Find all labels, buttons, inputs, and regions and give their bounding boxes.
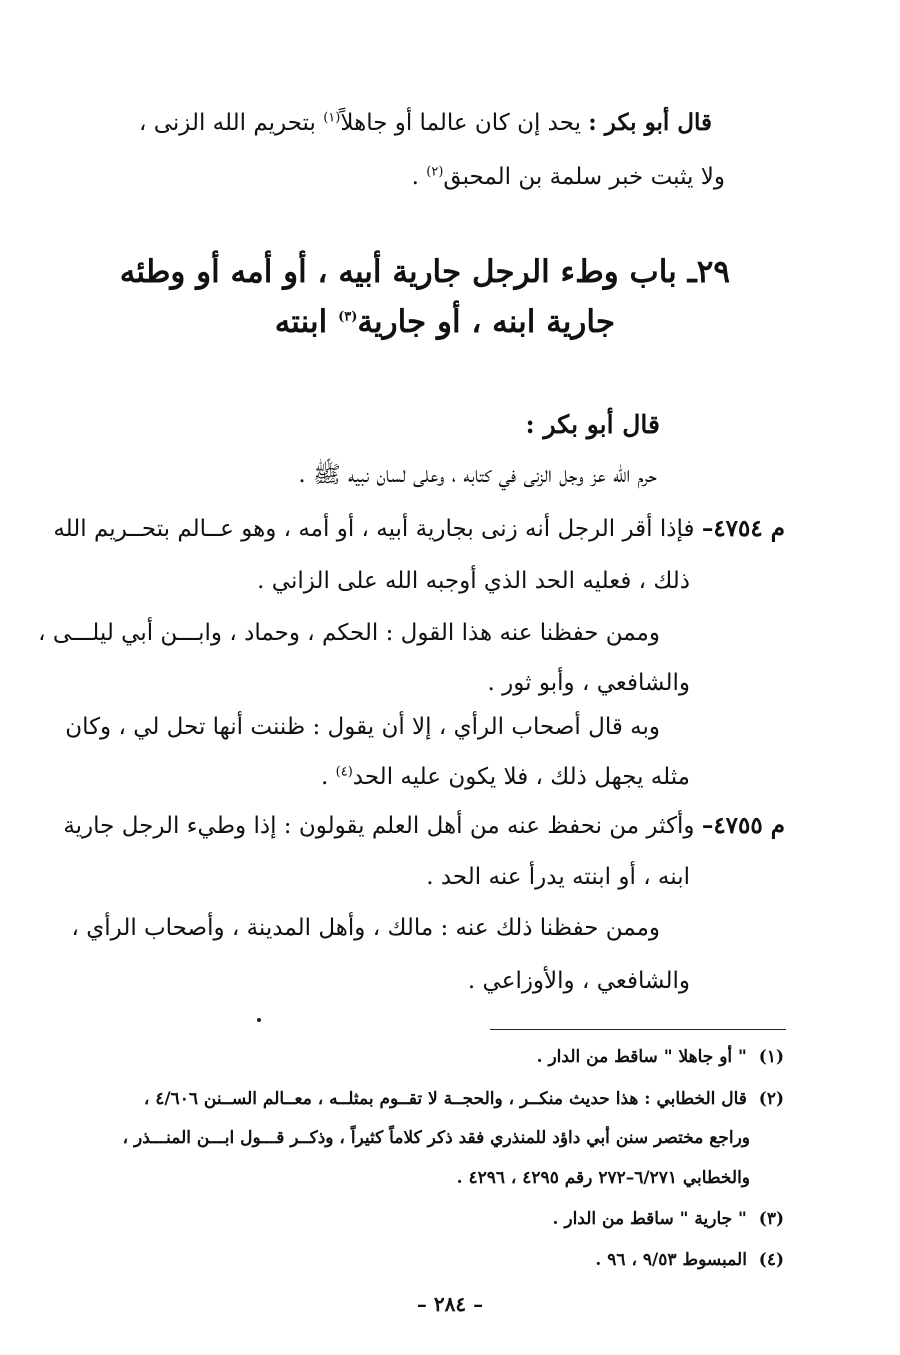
- footnote-2-line-3: والخطابي ٦/٢٧١–٢٧٢ رقم ٤٢٩٥ ، ٤٢٩٦ .: [456, 1168, 750, 1188]
- chapter-heading-line-2: [275, 300, 615, 344]
- paragraph-3-line-2: والشافعي ، وأبو ثور .: [487, 670, 690, 696]
- paragraph-4-line-2: [321, 762, 690, 792]
- masalah-4755-number: م ٤٧٥٥–: [701, 812, 785, 839]
- top-line-1: [139, 108, 712, 138]
- footnote-ref-1: (١): [323, 110, 341, 126]
- top-line-1-tail: بتحريم الله الزنى ،: [138, 110, 316, 136]
- paragraph-1: حرم الله عز وجل الزنى في كتابه ، وعلى لسان نبيه ﷺ .: [298, 462, 657, 488]
- masalah-4755-text: وأكثر من نحفظ عنه من أهل العلم يقولون : إذا وطيء الرجل جارية: [63, 813, 695, 839]
- footnote-4-text: المبسوط ٩/٥٣ ، ٩٦ .: [595, 1250, 747, 1270]
- top-line-1-text: يحد إن كان عالما أو جاهلاً: [340, 110, 581, 136]
- body-speaker: قال أبو بكر :: [525, 410, 660, 439]
- footnote-2-line-2: وراجع مختصر سنن أبي داؤد للمنذري فقد ذكر كلاماً كثيراً ، وذكــر قـــول ابـــن المنـــذر ،: [122, 1128, 750, 1148]
- footnote-2-line-1: [144, 1087, 784, 1111]
- footnote-separator: [490, 1029, 786, 1030]
- chapter-heading-part-b: ابنته: [274, 304, 328, 340]
- paragraph-3-line-1: وممن حفظنا عنه هذا القول : الحكم ، وحماد ، وابـــن أبي ليلـــى ،: [38, 620, 660, 646]
- paragraph-6-line-1: وممن حفظنا ذلك عنه : مالك ، وأهل المدينة ، وأصحاب الرأي ،: [71, 915, 660, 941]
- masalah-4754-number: م ٤٧٥٤–: [701, 515, 785, 542]
- top-line-2-text: ولا يثبت خبر سلمة بن المحبق: [443, 164, 725, 190]
- stray-dot: [257, 1018, 261, 1022]
- footnote-3-number: (٣): [758, 1209, 784, 1229]
- masalah-4754-line-2: ذلك ، فعليه الحد الذي أوجبه الله على الزاني .: [257, 568, 690, 594]
- footnote-ref-3: (٣): [338, 309, 358, 325]
- footnote-1-text: " أو جاهلا " ساقط من الدار .: [536, 1047, 747, 1067]
- footnote-3: [553, 1207, 784, 1231]
- paragraph-4-line-1: وبه قال أصحاب الرأي ، إلا أن يقول : ظننت أنها تحل لي ، وكان: [65, 714, 660, 740]
- speaker-label: قال أبو بكر :: [588, 109, 712, 136]
- masalah-4754-line-1: [53, 514, 785, 544]
- masalah-4755-line-2: ابنه ، أو ابنته يدرأ عنه الحد .: [426, 864, 690, 890]
- footnote-4: [595, 1248, 784, 1272]
- masalah-4755-line-1: [63, 811, 785, 841]
- top-line-2: [412, 162, 725, 192]
- footnote-2-number: (٢): [758, 1089, 784, 1109]
- top-line-2-tail: .: [411, 164, 419, 190]
- masalah-4754-text: فإذا أقر الرجل أنه زنى بجارية أبيه ، أو أمه ، وهو عــالم بتحــريم الله: [53, 516, 695, 542]
- paragraph-6-line-2: والشافعي ، والأوزاعي .: [467, 968, 690, 994]
- chapter-heading-part-a: جارية ابنه ، أو جارية: [357, 304, 615, 340]
- footnote-ref-2: (٢): [426, 164, 444, 180]
- footnote-1: [537, 1045, 784, 1069]
- footnote-2-text-line-1: قال الخطابي : هذا حديث منكــر ، والحجــة لا تقــوم بمثلــه ، معــالم الســنن ٤/٦٠٦ ،: [143, 1089, 747, 1109]
- footnote-4-number: (٤): [758, 1250, 784, 1270]
- paragraph-4-line-2-text: مثله يجهل ذلك ، فلا يكون عليه الحد: [352, 764, 690, 790]
- footnote-ref-4: (٤): [335, 764, 353, 780]
- chapter-heading-line-1: ٢٩ـ باب وطء الرجل جارية أبيه ، أو أمه أو وطئه: [119, 254, 730, 290]
- page-number: – ٢٨٤ –: [416, 1292, 484, 1316]
- footnote-1-number: (١): [758, 1047, 784, 1067]
- paragraph-4-line-2-tail: .: [321, 764, 329, 790]
- footnote-3-text: " جارية " ساقط من الدار .: [552, 1209, 747, 1229]
